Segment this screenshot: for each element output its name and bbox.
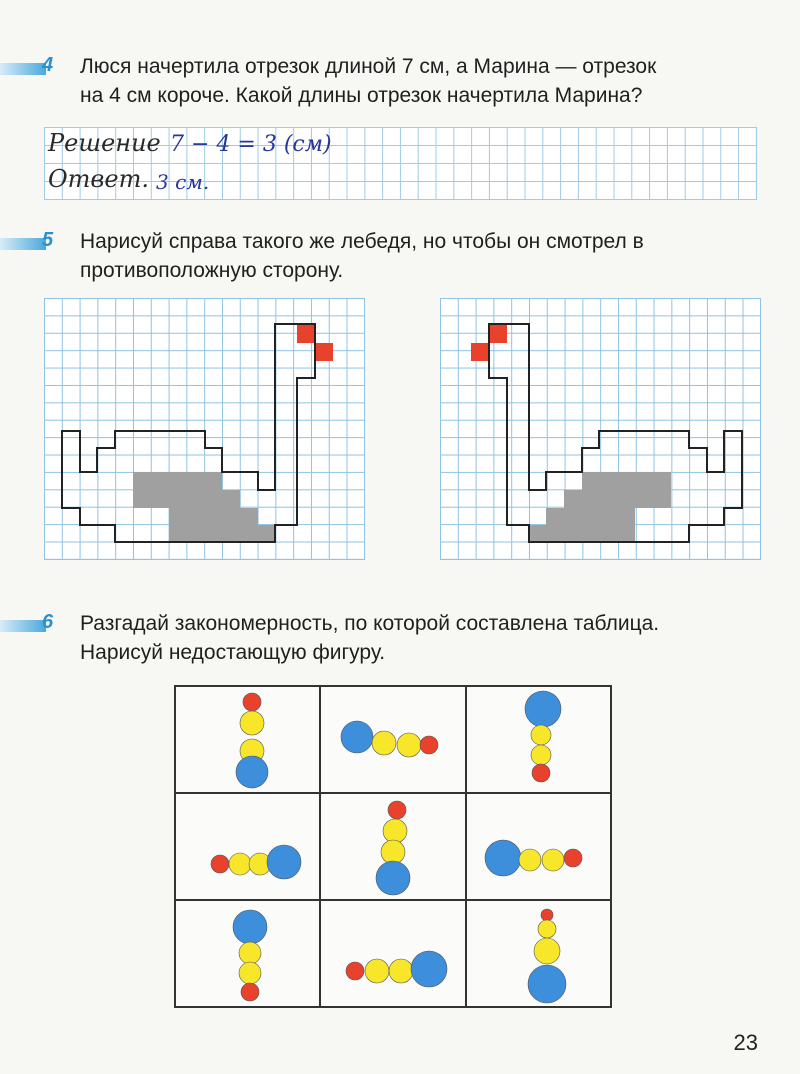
pattern-cell-5 xyxy=(320,793,465,900)
pattern-cell-4 xyxy=(175,793,320,900)
solution-text: 7 − 4 = 3 (см) xyxy=(170,132,332,157)
swan-right-beak-2 xyxy=(471,343,489,361)
figure-horizontal-blue-left xyxy=(321,687,466,794)
pattern-cell-8 xyxy=(320,900,465,1007)
pattern-table xyxy=(174,685,612,1008)
pattern-cell-7 xyxy=(175,900,320,1007)
task-5-marker xyxy=(0,238,46,250)
swan-left-beak-1 xyxy=(297,325,315,343)
task-6-marker xyxy=(0,620,46,632)
task-6-text xyxy=(80,609,760,667)
task-5-line-2: противоположную сторону. xyxy=(80,259,344,282)
figure-vertical-blue-top-2 xyxy=(176,901,321,1008)
task-4-marker xyxy=(0,63,46,75)
page-number: 23 xyxy=(733,1030,758,1055)
swan-grid-left xyxy=(44,298,365,560)
task-5-text xyxy=(80,227,760,285)
pattern-cell-2 xyxy=(320,686,465,793)
task-5-line-1: Нарисуй справа такого же лебедя, но чтобы он смотрел в xyxy=(80,230,644,253)
figure-horizontal-blue-right-2 xyxy=(321,901,466,1008)
swan-left-wing xyxy=(133,472,275,542)
task-5-number: 5 xyxy=(42,229,54,251)
task-6-number: 6 xyxy=(42,611,54,633)
task-4-text xyxy=(80,52,760,110)
figure-horizontal-blue-right xyxy=(176,794,321,901)
figure-vertical-blue-bottom-3 xyxy=(467,901,612,1008)
swan-right-wing xyxy=(529,472,671,542)
figure-vertical-blue-bottom xyxy=(176,687,321,794)
swan-right xyxy=(440,298,760,559)
answer-label: Ответ. xyxy=(48,165,149,193)
answer-box[interactable] xyxy=(44,127,757,200)
pattern-cell-6 xyxy=(466,793,611,900)
pattern-cell-3 xyxy=(466,686,611,793)
figure-horizontal-blue-left-2 xyxy=(467,794,612,901)
task-6-line-1: Разгадай закономерность, по которой составлена таблица. xyxy=(80,612,660,635)
swan-left-beak-2 xyxy=(315,343,333,361)
task-4-number: 4 xyxy=(42,54,54,76)
task-6-line-2: Нарисуй недостающую фигуру. xyxy=(80,641,386,664)
task-4-line-2: на 4 см короче. Какой длины отрезок начертила Марина? xyxy=(80,84,643,107)
swan-left xyxy=(44,298,364,559)
figure-vertical-blue-bottom-2 xyxy=(321,794,466,901)
figure-vertical-blue-top xyxy=(467,687,612,794)
swan-right-beak-1 xyxy=(489,325,507,343)
pattern-cell-9-missing-figure[interactable] xyxy=(466,900,611,1007)
answer-text: 3 см. xyxy=(156,170,210,194)
task-4-line-1: Люся начертила отрезок длиной 7 см, а Марина — отрезок xyxy=(80,55,657,78)
solution-label: Решение xyxy=(48,129,161,157)
swan-grid-right xyxy=(440,298,761,560)
pattern-cell-1 xyxy=(175,686,320,793)
